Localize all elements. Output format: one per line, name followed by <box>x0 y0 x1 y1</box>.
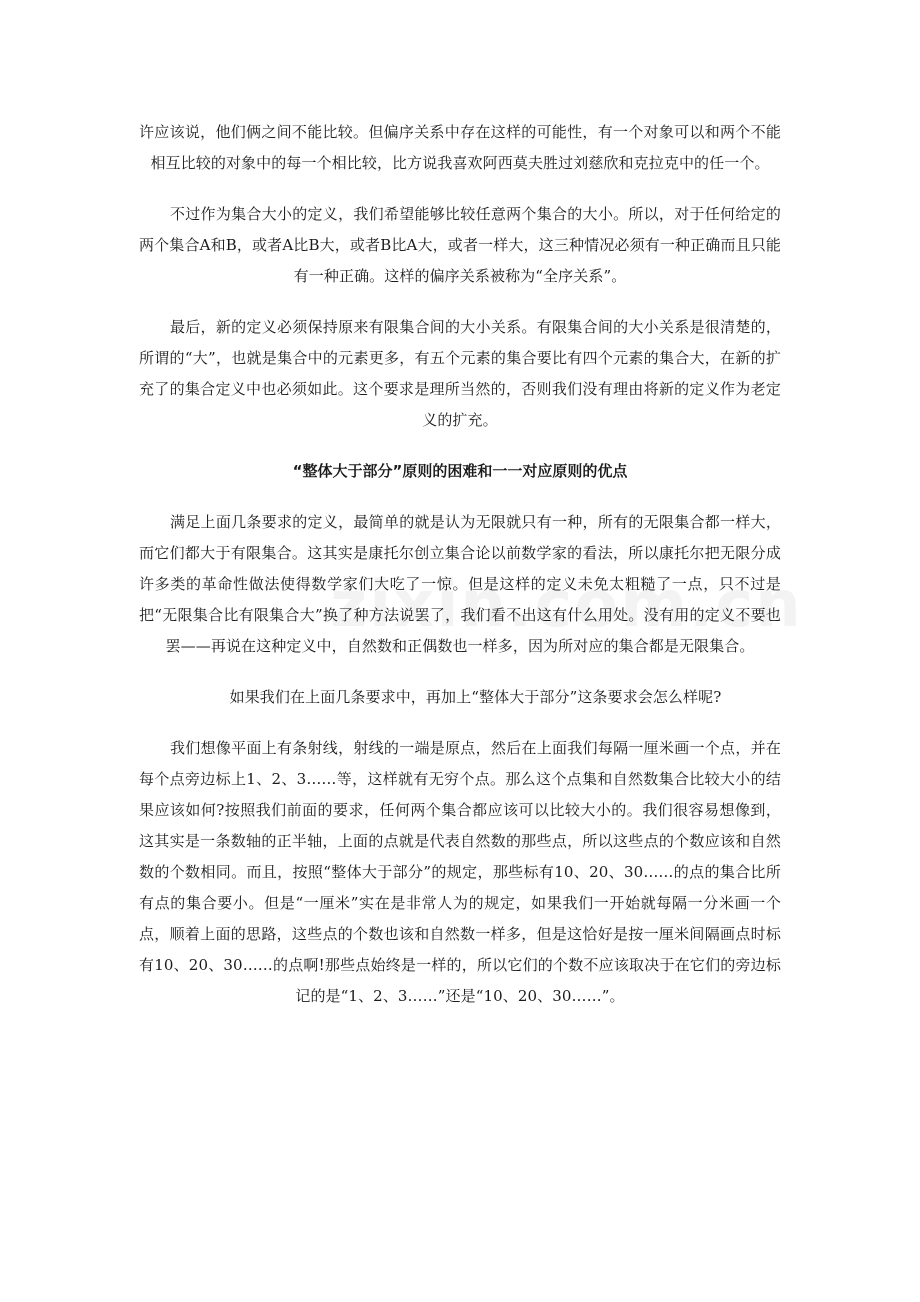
section-heading: “整体大于部分”原则的困难和一一对应原则的优点 <box>292 462 628 480</box>
paragraph-whole-greater-question: 如果我们在上面几条要求中，再加上“整体大于部分”这条要求会怎么样呢? <box>229 688 722 706</box>
paragraph-ray-example: 我们想像平面上有条射线，射线的一端是原点，然后在上面我们每隔一厘米画一个点，并在每个点旁边标上1、2、3……等，这样就有无穷个点。那么这个点集和自然数集合比较大小的结果应该如何?按照我们前面的要求，任何两个集合都应该可以比较大小的。我们很容易想像到，这其实是一条数轴的正半轴，上面的点就是代表自然数的那些点，所以这些点的个数应该和自然数的个数相同。而且，按照“整体大于部分”的规定，那些标有10、20、30……的点的集合比所有点的集合要小。但是“一厘米”实在是非常人为的规定，如果我们一开始就每隔一分米画一个点，顺着上面的思路，这些点的个数也该和自然数一样多，但是这恰好是按一厘米间隔画点时标有10、20、30……的点啊!那些点始终是一样的，所以它们的个数不应该取决于在它们的旁边标记的是“1、2、3……”还是“10、20、30……”。 <box>139 739 781 1005</box>
paragraph-finite-sets: 最后，新的定义必须保持原来有限集合间的大小关系。有限集合间的大小关系是很清楚的，所谓的“大”，也就是集合中的元素更多，有五个元素的集合要比有四个元素的集合大，在新的扩充了的集合定义中也必须如此。这个要求是理所当然的，否则我们没有理由将新的定义作为老定义的扩充。 <box>139 318 781 429</box>
document-body <box>139 117 781 1032</box>
paragraph-total-order: 不过作为集合大小的定义，我们希望能够比较任意两个集合的大小。所以，对于任何给定的两个集合A和B，或者A比B大，或者B比A大，或者一样大，这三种情况必须有一种正确而且只能有一种正确。这样的偏序关系被称为“全序关系”。 <box>139 205 781 285</box>
paragraph-partial-order: 许应该说，他们俩之间不能比较。但偏序关系中存在这样的可能性，有一个对象可以和两个不能相互比较的对象中的每一个相比较，比方说我喜欢阿西莫夫胜过刘慈欣和克拉克中的任一个。 <box>139 123 781 172</box>
paragraph-simplest-definition: 满足上面几条要求的定义，最简单的就是认为无限就只有一种，所有的无限集合都一样大，而它们都大于有限集合。这其实是康托尔创立集合论以前数学家的看法，所以康托尔把无限分成许多类的革命性做法使得数学家们大吃了一惊。但是这样的定义未免太粗糙了一点，只不过是把“无限集合比有限集合大”换了种方法说罢了，我们看不出这有什么用处。没有用的定义不要也罢——再说在这种定义中，自然数和正偶数也一样多，因为所对应的集合都是无限集合。 <box>139 513 781 655</box>
